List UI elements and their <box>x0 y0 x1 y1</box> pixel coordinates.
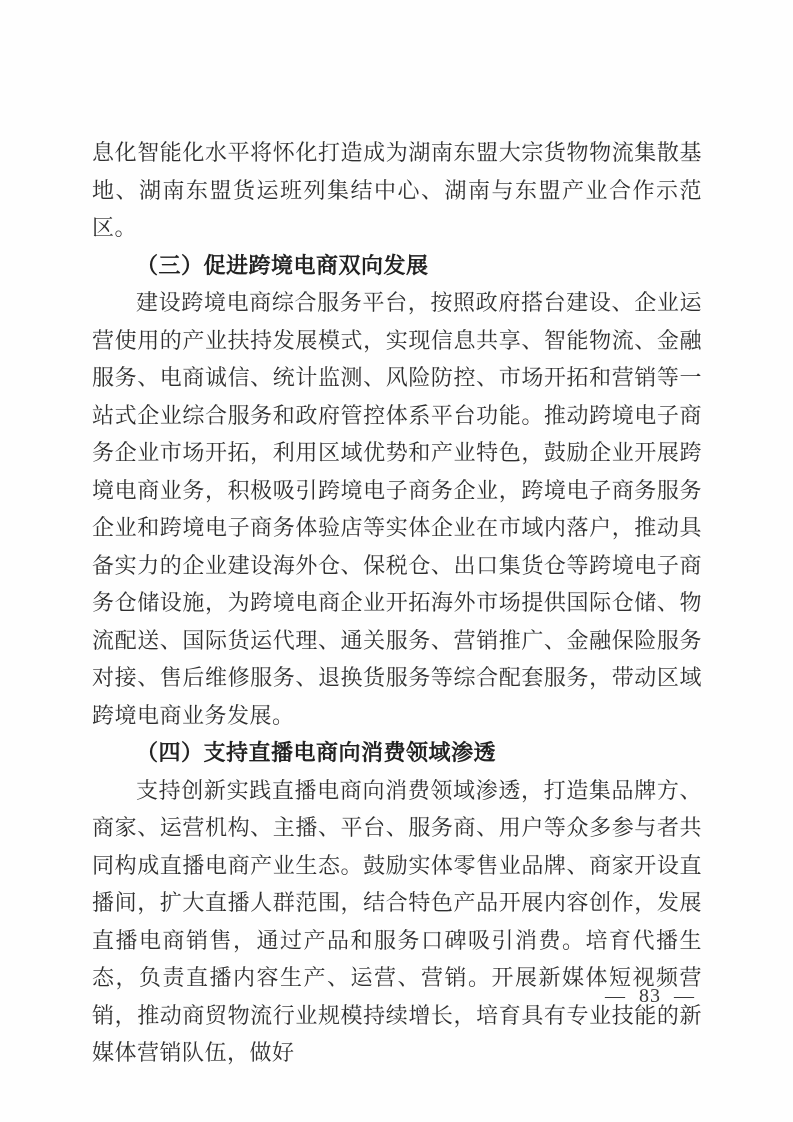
paragraph-cross-border-ecommerce: 建设跨境电商综合服务平台，按照政府搭台建设、企业运营使用的产业扶持发展模式，实现信息共享、智能物流、金融服务、电商诚信、统计监测、风险防控、市场开拓和营销等一站式企业综合服务和政府管控体系平台功能。推动跨境电子商务企业市场开拓，利用区域优势和产业特色，鼓励企业开展跨境电商业务，积极吸引跨境电子商务企业，跨境电子商务服务企业和跨境电子商务体验店等实体企业在市域内落户，推动具备实力的企业建设海外仓、保税仓、出口集货仓等跨境电子商务仓储设施，为跨境电商企业开拓海外市场提供国际仓储、物流配送、国际货运代理、通关服务、营销推广、金融保险服务对接、售后维修服务、退换货服务等综合配套服务，带动区域跨境电商业务发展。 <box>92 290 702 728</box>
paragraph-continuation: 息化智能化水平将怀化打造成为湖南东盟大宗货物物流集散基地、湖南东盟货运班列集结中心、湖南与东盟产业合作示范区。 <box>92 140 702 240</box>
page-number: — 83 — <box>605 985 695 1007</box>
paragraph-livestream-ecommerce: 支持创新实践直播电商向消费领域渗透，打造集品牌方、商家、运营机构、主播、平台、服务商、用户等众多参与者共同构成直播电商产业生态。鼓励实体零售业品牌、商家开设直播间，扩大直播人群范围，结合特色产品开展内容创作，发展直播电商销售，通过产品和服务口碑吸引消费。培育代播生态，负责直播内容生产、运营、营销。开展新媒体短视频营销，推动商贸物流行业规模持续增长，培育具有专业技能的新媒体营销队伍，做好 <box>92 777 702 1065</box>
document-body <box>92 134 702 1072</box>
section-heading-3: （三）促进跨境电商双向发展 <box>136 252 429 278</box>
section-heading-4: （四）支持直播电商向消费领域渗透 <box>136 740 497 765</box>
